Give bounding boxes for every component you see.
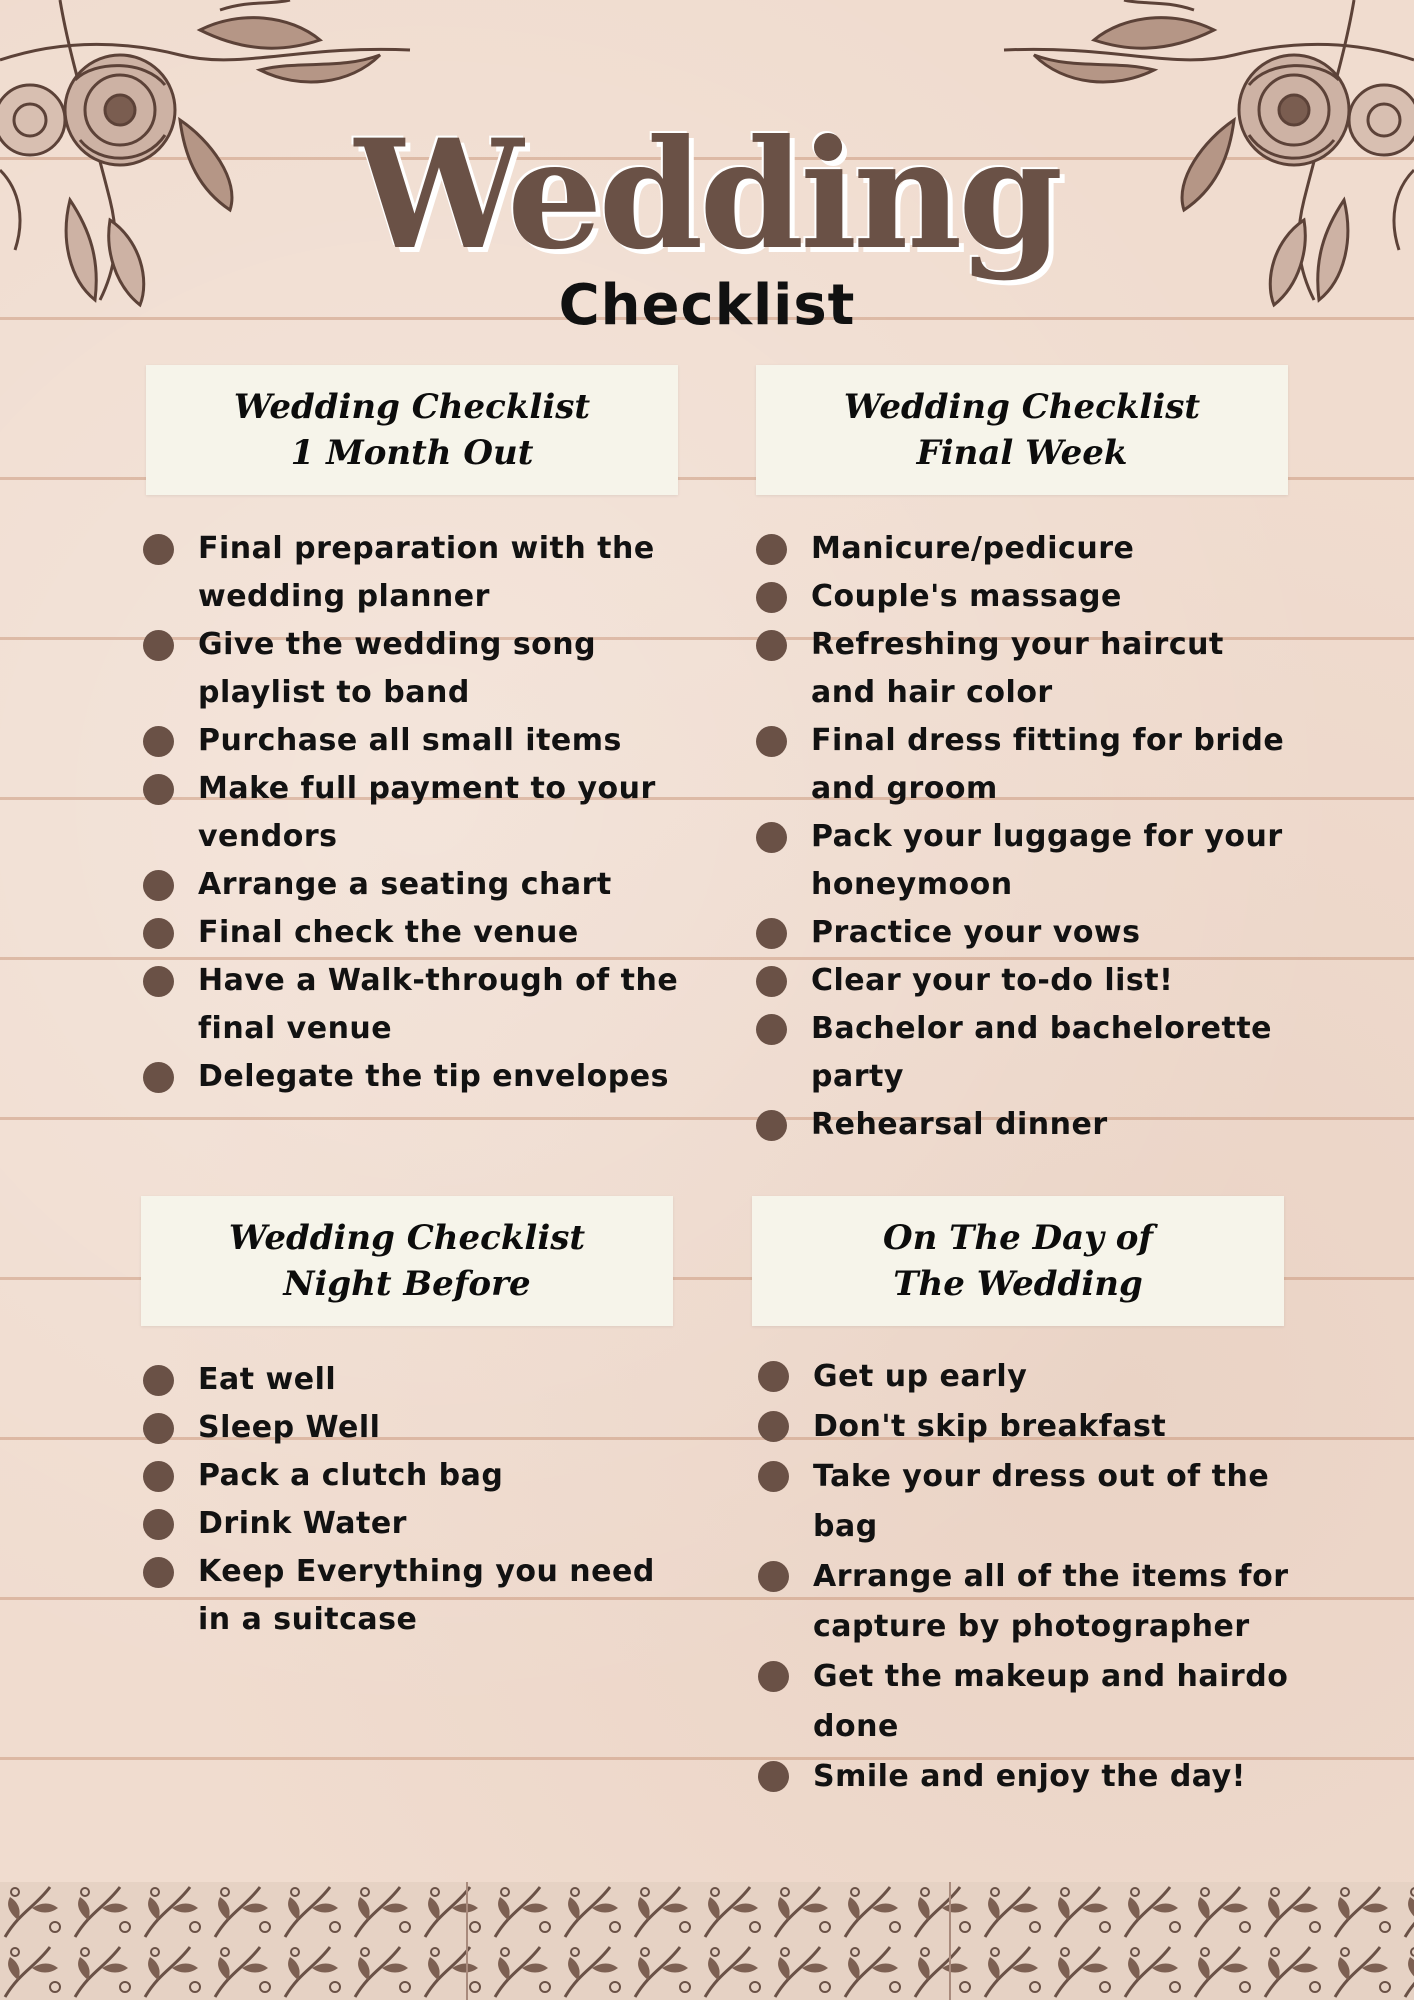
bullet-icon bbox=[143, 630, 174, 661]
list-item: Don't skip breakfast bbox=[755, 1402, 1295, 1452]
bullet-icon bbox=[758, 1461, 789, 1492]
list-item: Eat well bbox=[140, 1356, 680, 1404]
section-heading: Wedding Checklist 1 Month Out bbox=[233, 387, 591, 473]
section-heading: Wedding Checklist Final Week bbox=[843, 387, 1201, 473]
list-item: Arrange all of the items for capture by photographer bbox=[755, 1552, 1295, 1652]
checklist bbox=[753, 525, 1293, 1149]
bullet-icon bbox=[143, 1365, 174, 1396]
bullet-icon bbox=[758, 1411, 789, 1442]
list-item: Sleep Well bbox=[140, 1404, 680, 1452]
bullet-icon bbox=[143, 1557, 174, 1588]
bullet-icon bbox=[143, 774, 174, 805]
list-item: Get up early bbox=[755, 1352, 1295, 1402]
bullet-icon bbox=[756, 822, 787, 853]
list-item: Final dress fitting for bride and groom bbox=[753, 717, 1293, 813]
list-item: Bachelor and bachelorette party bbox=[753, 1005, 1293, 1101]
bullet-icon bbox=[143, 534, 174, 565]
bullet-icon bbox=[756, 630, 787, 661]
section-banner bbox=[756, 365, 1288, 495]
bullet-icon bbox=[758, 1661, 789, 1692]
list-item: Have a Walk-through of the final venue bbox=[140, 957, 680, 1053]
page-subtitle: Checklist bbox=[558, 273, 856, 338]
checklist bbox=[140, 525, 680, 1101]
list-item: Pack your luggage for your honeymoon bbox=[753, 813, 1293, 909]
bullet-icon bbox=[143, 966, 174, 997]
bullet-icon bbox=[143, 870, 174, 901]
bullet-icon bbox=[756, 582, 787, 613]
bullet-icon bbox=[756, 726, 787, 757]
section-banner bbox=[146, 365, 678, 495]
bullet-icon bbox=[143, 1062, 174, 1093]
list-item: Final preparation with the wedding planner bbox=[140, 525, 680, 621]
list-item: Smile and enjoy the day! bbox=[755, 1752, 1295, 1802]
list-item: Make full payment to your vendors bbox=[140, 765, 680, 861]
bullet-icon bbox=[143, 1413, 174, 1444]
list-item: Delegate the tip envelopes bbox=[140, 1053, 680, 1101]
list-item: Refreshing your haircut and hair color bbox=[753, 621, 1293, 717]
bullet-icon bbox=[143, 918, 174, 949]
bullet-icon bbox=[143, 1461, 174, 1492]
section-heading: Wedding Checklist Night Before bbox=[228, 1218, 586, 1304]
list-item: Rehearsal dinner bbox=[753, 1101, 1293, 1149]
bullet-icon bbox=[756, 918, 787, 949]
bullet-icon bbox=[758, 1561, 789, 1592]
section-heading: On The Day of The Wedding bbox=[882, 1218, 1154, 1304]
checklist bbox=[755, 1352, 1295, 1802]
bullet-icon bbox=[756, 1110, 787, 1141]
bullet-icon bbox=[756, 966, 787, 997]
list-item: Final check the venue bbox=[140, 909, 680, 957]
page-title: Wedding bbox=[354, 107, 1060, 283]
bullet-icon bbox=[756, 534, 787, 565]
list-item: Purchase all small items bbox=[140, 717, 680, 765]
bullet-icon bbox=[143, 1509, 174, 1540]
section-banner bbox=[752, 1196, 1284, 1326]
list-item: Drink Water bbox=[140, 1500, 680, 1548]
section-banner bbox=[141, 1196, 673, 1326]
checklist bbox=[140, 1356, 680, 1644]
bullet-icon bbox=[758, 1361, 789, 1392]
list-item: Give the wedding song playlist to band bbox=[140, 621, 680, 717]
list-item: Manicure/pedicure bbox=[753, 525, 1293, 573]
list-item: Take your dress out of the bag bbox=[755, 1452, 1295, 1552]
list-item: Arrange a seating chart bbox=[140, 861, 680, 909]
list-item: Get the makeup and hairdo done bbox=[755, 1652, 1295, 1752]
bullet-icon bbox=[143, 726, 174, 757]
list-item: Couple's massage bbox=[753, 573, 1293, 621]
list-item: Practice your vows bbox=[753, 909, 1293, 957]
bullet-icon bbox=[756, 1014, 787, 1045]
bullet-icon bbox=[758, 1761, 789, 1792]
list-item: Pack a clutch bag bbox=[140, 1452, 680, 1500]
list-item: Clear your to-do list! bbox=[753, 957, 1293, 1005]
floral-border-pattern bbox=[0, 1882, 1414, 2000]
floral-border bbox=[0, 1882, 1414, 2000]
list-item: Keep Everything you need in a suitcase bbox=[140, 1548, 680, 1644]
